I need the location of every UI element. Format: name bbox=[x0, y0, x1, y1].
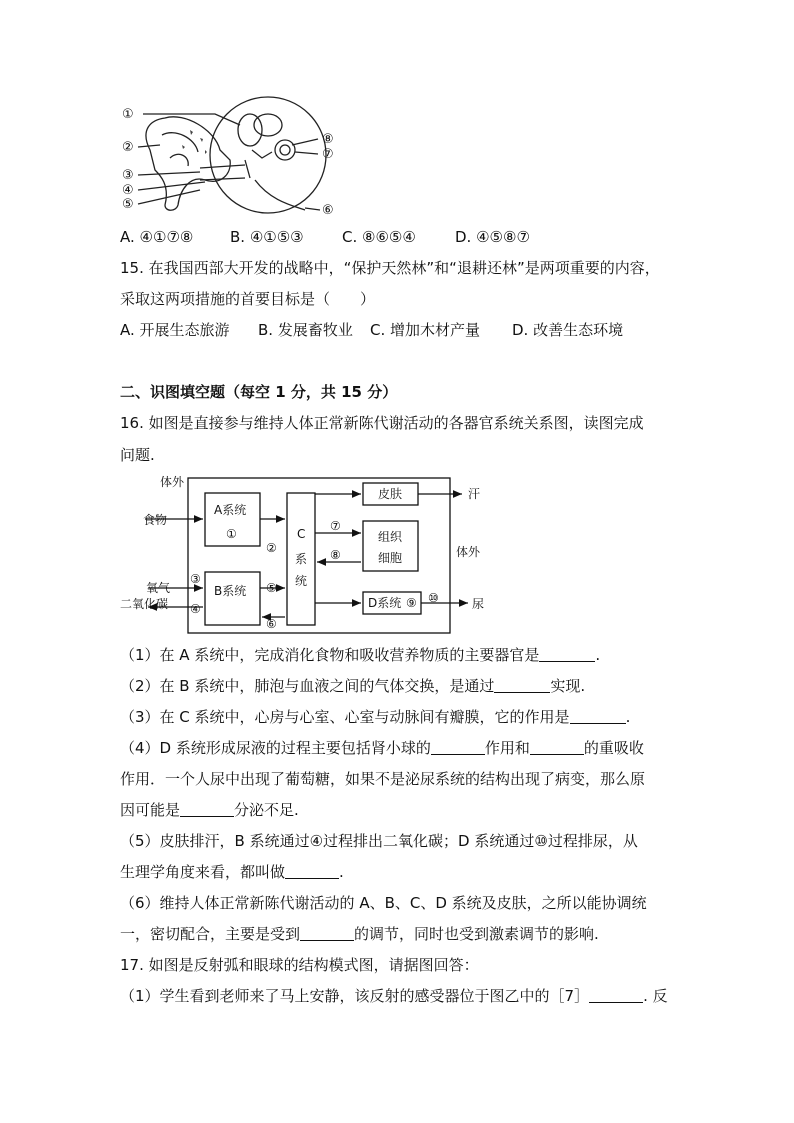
q16-sub3: （3）在 C 系统中，心房与心室、心室与动脉间有瓣膜，它的作用是 . bbox=[120, 708, 631, 726]
a-system-box bbox=[205, 493, 260, 546]
body-frame bbox=[188, 478, 450, 633]
arrow-num-2: ② bbox=[266, 541, 277, 555]
b-system-box bbox=[205, 572, 260, 625]
answer-blank[interactable] bbox=[431, 739, 485, 755]
food-label: 食物 bbox=[143, 513, 168, 527]
answer-blank[interactable] bbox=[285, 863, 339, 879]
q15-stem-line2: 采取这两项措施的首要目标是（ ） bbox=[120, 290, 376, 308]
a-system-label: A系统 bbox=[214, 503, 247, 517]
ear-label-7: ⑦ bbox=[322, 147, 334, 162]
arrow-num-5: ⑤ bbox=[266, 581, 277, 595]
b-system-label: B系统 bbox=[214, 584, 247, 598]
ear-label-6: ⑥ bbox=[322, 203, 334, 218]
q16-sub5-line2: 生理学角度来看，都叫做 . bbox=[120, 863, 344, 881]
outside-label-top: 体外 bbox=[160, 475, 185, 489]
section-heading: 二、识图填空题（每空 1 分，共 15 分） bbox=[120, 383, 398, 401]
skin-label: 皮肤 bbox=[378, 487, 403, 501]
co2-label: 二氧化碳 bbox=[120, 597, 169, 611]
sweat-label: 汗 bbox=[468, 487, 481, 501]
ear-label-3: ③ bbox=[122, 168, 134, 183]
oxygen-label: 氧气 bbox=[146, 581, 171, 595]
ear-label-4: ④ bbox=[122, 183, 134, 198]
ear-label-2: ② bbox=[122, 140, 134, 155]
c-system-char2: 统 bbox=[295, 574, 308, 588]
q16-sub4-line2: 作用．一个人尿中出现了葡萄糖，如果不是泌尿系统的结构出现了病变，那么原 bbox=[120, 770, 646, 788]
ear-label-5: ⑤ bbox=[122, 197, 134, 212]
skin-box bbox=[363, 483, 418, 505]
tissue-cells-box bbox=[363, 521, 418, 571]
q16-stem-line2: 问题. bbox=[120, 446, 155, 464]
arrow-num-7: ⑦ bbox=[330, 519, 341, 533]
arrow-num-3: ③ bbox=[190, 572, 201, 586]
answer-blank[interactable] bbox=[530, 739, 584, 755]
arrow-num-10: ⑩ bbox=[428, 591, 439, 605]
outside-label-right: 体外 bbox=[456, 545, 481, 559]
arrow-num-8: ⑧ bbox=[330, 548, 341, 562]
q16-sub6-line2: 一，密切配合，主要是受到 的调节，同时也受到激素调节的影响. bbox=[120, 925, 599, 943]
ear-label-8: ⑧ bbox=[322, 132, 334, 147]
ear-label-1: ① bbox=[122, 107, 134, 122]
d-system-label: D系统 bbox=[368, 596, 402, 610]
answer-blank[interactable] bbox=[180, 801, 234, 817]
answer-blank[interactable] bbox=[539, 646, 595, 662]
a-system-number: ① bbox=[226, 527, 237, 541]
arrow-num-6: ⑥ bbox=[266, 617, 277, 631]
q16-sub4-line1: （4）D 系统形成尿液的过程主要包括肾小球的 作用和 的重吸收 bbox=[120, 739, 644, 757]
q16-stem-line1: 16. 如图是直接参与维持人体正常新陈代谢活动的各器官系统关系图，读图完成 bbox=[120, 414, 644, 432]
q16-sub2: （2）在 B 系统中，肺泡与血液之间的气体交换，是通过 实现. bbox=[120, 677, 586, 695]
c-system-char1: 系 bbox=[295, 552, 308, 566]
q16-sub5-line1: （5）皮肤排汗，B 系统通过④过程排出二氧化碳；D 系统通过⑩过程排尿，从 bbox=[120, 832, 638, 850]
tissue-label-2: 细胞 bbox=[378, 551, 403, 565]
urine-label: 尿 bbox=[472, 597, 485, 611]
q15-option-b: B. 发展畜牧业 bbox=[258, 321, 353, 339]
q14-option-d: D. ④⑤⑧⑦ bbox=[455, 228, 530, 246]
q14-option-b: B. ④①⑤③ bbox=[230, 228, 304, 246]
answer-blank[interactable] bbox=[494, 677, 550, 693]
d-system-box bbox=[363, 592, 421, 614]
q14-option-c: C. ⑧⑥⑤④ bbox=[342, 228, 416, 246]
c-system-letter: C bbox=[297, 527, 306, 541]
q16-sub1: （1）在 A 系统中，完成消化食物和吸收营养物质的主要器官是 . bbox=[120, 646, 601, 664]
q16-sub6-line1: （6）维持人体正常新陈代谢活动的 A、B、C、D 系统及皮肤，之所以能协调统 bbox=[120, 894, 647, 912]
tissue-label-1: 组织 bbox=[378, 530, 403, 544]
answer-blank[interactable] bbox=[570, 708, 626, 724]
answer-blank[interactable] bbox=[300, 925, 354, 941]
arrow-num-4: ④ bbox=[190, 602, 201, 616]
d-system-number: ⑨ bbox=[406, 596, 417, 610]
q16-sub4-line3: 因可能是 分泌不足. bbox=[120, 801, 299, 819]
q17-stem: 17. 如图是反射弧和眼球的结构模式图，请据图回答： bbox=[120, 956, 479, 974]
q14-option-a: A. ④①⑦⑧ bbox=[120, 228, 194, 246]
ear-structure-figure bbox=[0, 0, 794, 230]
q17-sub1: （1）学生看到老师来了马上安静，该反射的感受器位于图乙中的［7］ . 反 bbox=[120, 987, 668, 1005]
c-system-box bbox=[287, 493, 315, 625]
answer-blank[interactable] bbox=[589, 987, 643, 1003]
q15-stem-line1: 15. 在我国西部大开发的战略中，“保护天然林”和“退耕还林”是两项重要的内容， bbox=[120, 259, 660, 277]
q15-option-d: D. 改善生态环境 bbox=[512, 321, 624, 339]
q15-option-a: A. 开展生态旅游 bbox=[120, 321, 230, 339]
q15-option-c: C. 增加木材产量 bbox=[370, 321, 481, 339]
